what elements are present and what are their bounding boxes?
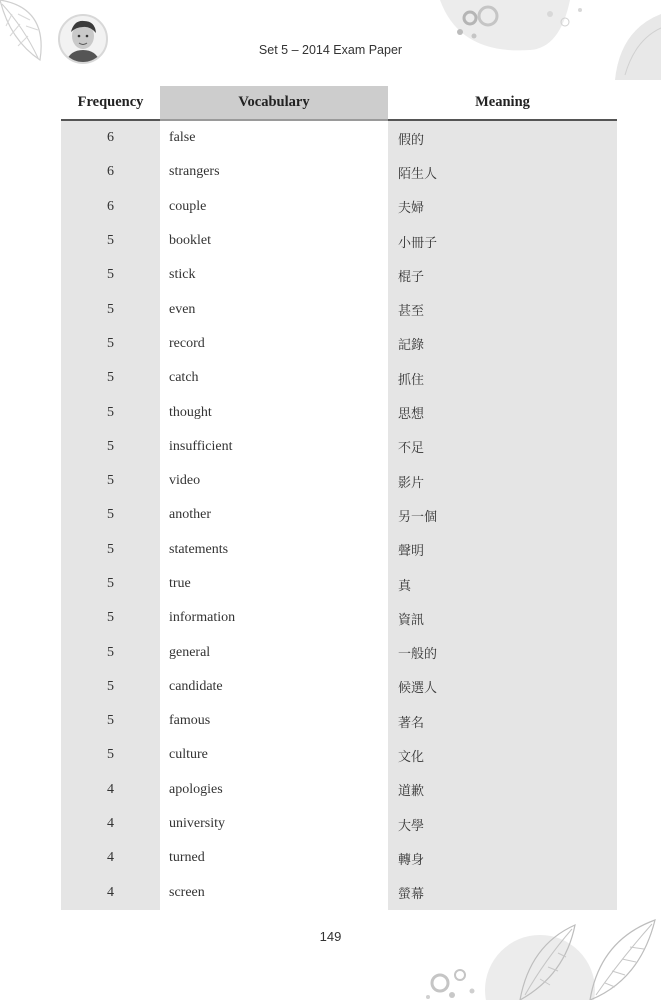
- frequency-cell: 4: [61, 876, 160, 910]
- table-row: [61, 635, 617, 669]
- frequency-cell: 5: [61, 430, 160, 464]
- vocabulary-cell: record: [160, 327, 388, 361]
- table-row: [61, 601, 617, 635]
- frequency-cell: 5: [61, 567, 160, 601]
- frequency-cell: 5: [61, 464, 160, 498]
- meaning-cell: 思想: [388, 395, 617, 429]
- vocabulary-cell: another: [160, 498, 388, 532]
- frequency-cell: 5: [61, 498, 160, 532]
- table-row: [61, 567, 617, 601]
- frequency-cell: 5: [61, 258, 160, 292]
- frequency-cell: 6: [61, 190, 160, 224]
- leaf-decoration-icon: [0, 0, 60, 75]
- vocabulary-cell: culture: [160, 738, 388, 772]
- frequency-cell: 6: [61, 121, 160, 155]
- meaning-cell: 轉身: [388, 841, 617, 875]
- table-row: [61, 773, 617, 807]
- vocabulary-cell: screen: [160, 876, 388, 910]
- meaning-cell: 記錄: [388, 327, 617, 361]
- table-row: [61, 292, 617, 326]
- vocabulary-cell: catch: [160, 361, 388, 395]
- frequency-cell: 4: [61, 841, 160, 875]
- meaning-cell: 另一個: [388, 498, 617, 532]
- vocabulary-cell: couple: [160, 190, 388, 224]
- meaning-cell: 道歉: [388, 773, 617, 807]
- frequency-cell: 4: [61, 807, 160, 841]
- frequency-cell: 5: [61, 635, 160, 669]
- column-header-vocabulary: Vocabulary: [160, 86, 388, 121]
- page-header: Set 5 – 2014 Exam Paper: [258, 43, 403, 57]
- vocabulary-cell: booklet: [160, 224, 388, 258]
- meaning-cell: 小冊子: [388, 224, 617, 258]
- table-row: [61, 258, 617, 292]
- vocabulary-cell: famous: [160, 704, 388, 738]
- table-row: [61, 670, 617, 704]
- meaning-cell: 文化: [388, 738, 617, 772]
- vocabulary-cell: information: [160, 601, 388, 635]
- frequency-cell: 5: [61, 738, 160, 772]
- vocabulary-cell: video: [160, 464, 388, 498]
- vocabulary-cell: insufficient: [160, 430, 388, 464]
- table-row: [61, 327, 617, 361]
- vocabulary-cell: false: [160, 121, 388, 155]
- meaning-cell: 甚至: [388, 292, 617, 326]
- frequency-cell: 5: [61, 533, 160, 567]
- frequency-cell: 5: [61, 292, 160, 326]
- frequency-cell: 5: [61, 395, 160, 429]
- table-header: [61, 86, 617, 121]
- meaning-cell: 大學: [388, 807, 617, 841]
- vocabulary-cell: even: [160, 292, 388, 326]
- table-row: [61, 464, 617, 498]
- meaning-cell: 聲明: [388, 533, 617, 567]
- meaning-cell: 陌生人: [388, 155, 617, 189]
- meaning-cell: 螢幕: [388, 876, 617, 910]
- meaning-cell: 棍子: [388, 258, 617, 292]
- vocabulary-cell: statements: [160, 533, 388, 567]
- meaning-cell: 夫婦: [388, 190, 617, 224]
- vocabulary-cell: turned: [160, 841, 388, 875]
- vocabulary-cell: thought: [160, 395, 388, 429]
- frequency-cell: 5: [61, 361, 160, 395]
- vocabulary-cell: candidate: [160, 670, 388, 704]
- page-number: 149: [319, 929, 342, 944]
- meaning-cell: 假的: [388, 121, 617, 155]
- meaning-cell: 影片: [388, 464, 617, 498]
- table-row: [61, 155, 617, 189]
- vocabulary-cell: university: [160, 807, 388, 841]
- meaning-cell: 候選人: [388, 670, 617, 704]
- table-row: [61, 841, 617, 875]
- column-header-meaning: Meaning: [388, 86, 617, 121]
- vocabulary-cell: general: [160, 635, 388, 669]
- frequency-cell: 5: [61, 670, 160, 704]
- frequency-cell: 6: [61, 155, 160, 189]
- table-row: [61, 533, 617, 567]
- frequency-cell: 5: [61, 327, 160, 361]
- table-row: [61, 190, 617, 224]
- frequency-cell: 4: [61, 773, 160, 807]
- vocabulary-table: [61, 86, 617, 910]
- meaning-cell: 不足: [388, 430, 617, 464]
- frequency-cell: 5: [61, 704, 160, 738]
- vocabulary-cell: true: [160, 567, 388, 601]
- frequency-cell: 5: [61, 601, 160, 635]
- meaning-cell: 一般的: [388, 635, 617, 669]
- vocabulary-cell: apologies: [160, 773, 388, 807]
- leaves-decoration-icon: [400, 905, 661, 1000]
- vocabulary-cell: stick: [160, 258, 388, 292]
- table-row: [61, 738, 617, 772]
- circles-decoration-icon: [430, 0, 661, 80]
- table-row: [61, 395, 617, 429]
- meaning-cell: 真: [388, 567, 617, 601]
- table-row: [61, 704, 617, 738]
- column-header-frequency: Frequency: [61, 86, 160, 121]
- meaning-cell: 資訊: [388, 601, 617, 635]
- table-body: [61, 121, 617, 910]
- table-row: [61, 224, 617, 258]
- vocabulary-cell: strangers: [160, 155, 388, 189]
- table-row: [61, 498, 617, 532]
- table-row: [61, 121, 617, 155]
- table-row: [61, 361, 617, 395]
- meaning-cell: 抓住: [388, 361, 617, 395]
- meaning-cell: 著名: [388, 704, 617, 738]
- table-row: [61, 807, 617, 841]
- table-row: [61, 430, 617, 464]
- frequency-cell: 5: [61, 224, 160, 258]
